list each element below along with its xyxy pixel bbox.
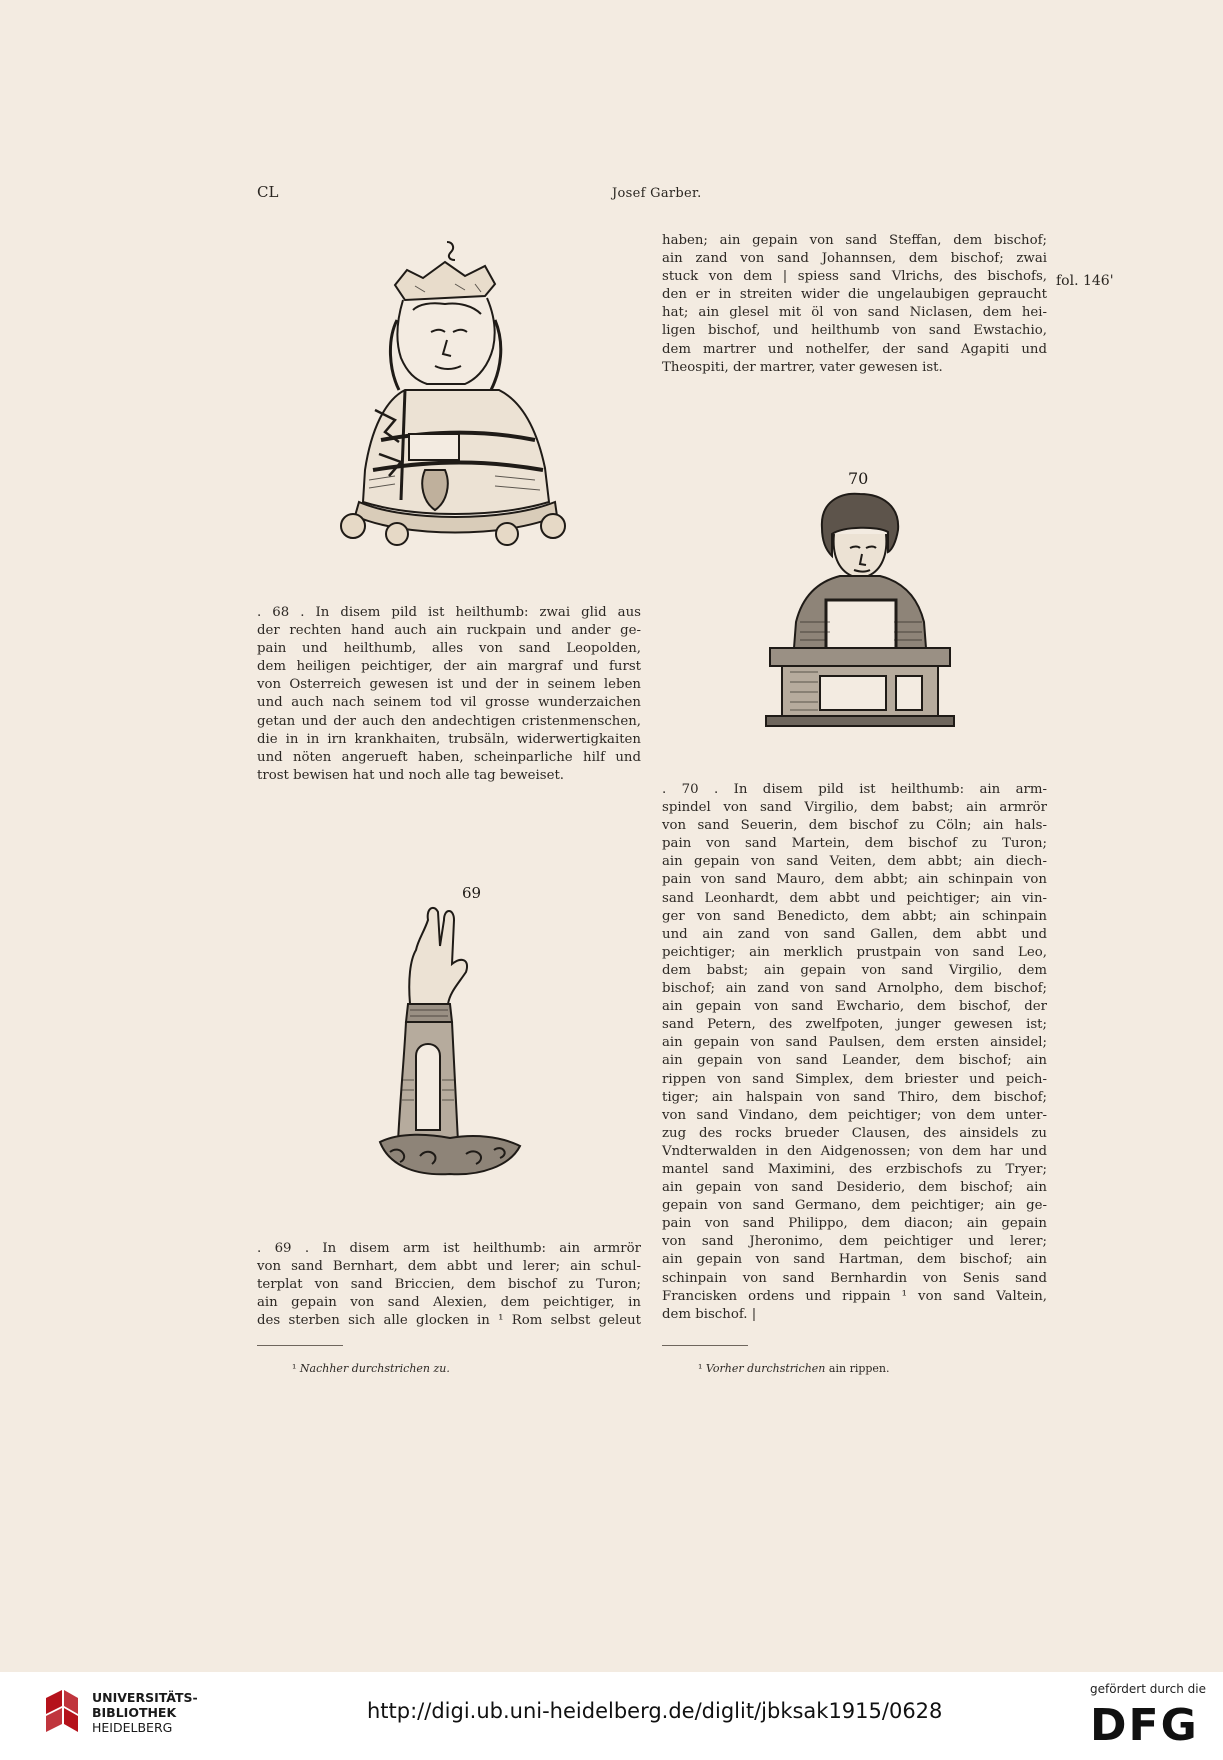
page-number: CL xyxy=(257,183,279,201)
text-line: ain gepain von sand Leander, dem bischof; ain xyxy=(662,1053,1047,1069)
ub-line-1: UNIVERSITÄTS- xyxy=(92,1690,198,1705)
text-line: spindel von sand Virgilio, dem babst; ain armrör xyxy=(662,800,1047,816)
text-line: getan und der auch den andechtigen cristenmenschen, xyxy=(257,713,641,729)
text-line: Vndterwalden in den Aidgenossen; von dem har und xyxy=(662,1143,1047,1159)
text-line: dem heiligen peichtiger, der ain margraf und furst xyxy=(257,659,641,675)
footnote-marker: ¹ xyxy=(698,1362,703,1375)
text-line: ain gepain von sand Veiten, dem abbt; ain diech- xyxy=(662,854,1047,870)
text-line: der rechten hand auch ain ruckpain und ander ge- xyxy=(257,623,641,639)
paragraph-70 xyxy=(662,781,1047,1324)
text-line: trost bewisen hat und noch alle tag beweiset. xyxy=(257,767,565,783)
text-line: und ain zand von sand Gallen, dem abbt und xyxy=(662,926,1047,942)
text-line: terplat von sand Briccien, dem bischof zu Turon; xyxy=(257,1277,641,1293)
text-line: mantel sand Maximini, des erzbischofs zu Tryer; xyxy=(662,1161,1047,1177)
text-line: sand Leonhardt, dem abbt und peichtiger; ain vin- xyxy=(662,890,1047,906)
text-line: sand Petern, des zwelfpoten, junger gewesen ist; xyxy=(662,1017,1047,1033)
text-line: den er in streiten wider die ungelaubigen gepraucht xyxy=(662,287,1047,303)
sponsor-label: gefördert durch die xyxy=(1090,1682,1206,1696)
text-line: pain von sand Mauro, dem abbt; ain schinpain von xyxy=(662,872,1047,888)
paragraph-69 xyxy=(257,1240,641,1330)
footnote-italic-text: Vorher durchstrichen xyxy=(705,1362,826,1375)
margin-folio-note: fol. 146' xyxy=(1056,273,1114,289)
text-line: ger von sand Benedicto, dem abbt; ain schinpain xyxy=(662,908,1047,924)
illustration-fig69-arm xyxy=(370,880,530,1190)
text-line: von sand Jheronimo, dem peichtiger und lerer; xyxy=(662,1234,1047,1250)
ub-heidelberg-wordmark xyxy=(92,1690,198,1735)
text-line: ain gepain von sand Ewchario, dem bischof, der xyxy=(662,999,1047,1015)
text-line: hat; ain glesel mit öl von sand Niclasen, dem hei- xyxy=(662,305,1047,321)
text-line: Francisken ordens und rippain ¹ von sand Valtein, xyxy=(662,1288,1047,1304)
text-line: . 69 . In disem arm ist heilthumb: ain armrör xyxy=(257,1241,641,1256)
ub-line-3: HEIDELBERG xyxy=(92,1720,173,1735)
paragraph-68 xyxy=(257,604,641,785)
text-line: bischof; ain zand von sand Arnolpho, dem bischof; xyxy=(662,981,1047,997)
footnote-text: Nachher durchstrichen zu. xyxy=(299,1362,450,1375)
text-line: ain zand von sand Johannsen, dem bischof; zwai xyxy=(662,251,1047,267)
text-line: die in in irn krankhaiten, trubsäln, widerwertigkaiten xyxy=(257,731,641,747)
text-line: dem babst; ain gepain von sand Virgilio, dem xyxy=(662,962,1047,978)
text-line: zug des rocks brueder Clausen, des ainsidels zu xyxy=(662,1125,1047,1141)
running-header-author: Josef Garber. xyxy=(612,186,702,201)
text-line: peichtiger; ain merklich prustpain von sand Leo, xyxy=(662,944,1047,960)
text-line: ain gepain von sand Alexien, dem peichtiger, in xyxy=(257,1295,641,1311)
text-line: von sand Seuerin, dem bischof zu Cöln; ain hals- xyxy=(662,818,1047,834)
text-line: von Osterreich gewesen ist und der in seinem leben xyxy=(257,677,641,693)
text-line: und auch nach seinem tod vil grosse wunderzaichen xyxy=(257,695,641,711)
text-top-right xyxy=(662,232,1047,377)
ub-line-2: BIBLIOTHEK xyxy=(92,1705,177,1720)
footnote-marker: ¹ xyxy=(292,1362,297,1375)
text-line: schinpain von sand Bernhardin von Senis sand xyxy=(662,1270,1047,1286)
footnote-left xyxy=(292,1362,450,1375)
permalink-url[interactable]: http://digi.ub.uni-heidelberg.de/diglit/jbksak1915/0628 xyxy=(367,1699,943,1723)
text-line: pain von sand Martein, dem bischof zu Turon; xyxy=(662,836,1047,852)
text-line: dem bischof. | xyxy=(662,1306,757,1322)
text-line: tiger; ain halspain von sand Thiro, dem bischof; xyxy=(662,1089,1047,1105)
footnote-rule-right xyxy=(662,1345,748,1346)
text-line: rippen von sand Simplex, dem briester und peich- xyxy=(662,1071,1047,1087)
text-line: Theospiti, der martrer, vater gewesen ist. xyxy=(662,359,943,375)
text-line: ligen bischof, und heilthumb von sand Ewstachio, xyxy=(662,323,1047,339)
fig69-number: 69 xyxy=(462,884,482,902)
text-line: von sand Vindano, dem peichtiger; von dem unter- xyxy=(662,1107,1047,1123)
text-line: des sterben sich alle glocken in ¹ Rom selbst geleut xyxy=(257,1313,641,1329)
text-line: stuck von dem | spiess sand Vlrichs, des bischofs, xyxy=(662,269,1047,285)
text-line: . 70 . In disem pild ist heilthumb: ain arm- xyxy=(662,782,1047,797)
ub-heidelberg-logo-icon xyxy=(42,1688,82,1740)
text-line: . 68 . In disem pild ist heilthumb: zwai glid aus xyxy=(257,605,641,620)
text-line: gepain von sand Germano, dem peichtiger; ain ge- xyxy=(662,1198,1047,1214)
text-line: und nöten angerueft haben, scheinparliche hilf und xyxy=(257,749,641,765)
text-line: pain und heilthumb, alles von sand Leopolden, xyxy=(257,641,641,657)
illustration-fig68-bust xyxy=(335,240,575,550)
text-line: ain gepain von sand Paulsen, dem ersten ainsidel; xyxy=(662,1035,1047,1051)
footnote-right xyxy=(698,1362,890,1375)
fig70-number: 70 xyxy=(848,472,869,488)
text-line: ain gepain von sand Desiderio, dem bischof; ain xyxy=(662,1180,1047,1196)
footnote-rule-left xyxy=(257,1345,343,1346)
text-line: haben; ain gepain von sand Steffan, dem bischof; xyxy=(662,233,1047,248)
footnote-rest-text: ain rippen. xyxy=(828,1362,890,1375)
illustration-fig70-monk xyxy=(760,472,960,732)
text-line: ain gepain von sand Hartman, dem bischof; ain xyxy=(662,1252,1047,1268)
text-line: dem martrer und nothelfer, der sand Agapiti und xyxy=(662,341,1047,357)
text-line: von sand Bernhart, dem abbt und lerer; ain schul- xyxy=(257,1259,641,1275)
dfg-logo: DFG xyxy=(1090,1700,1199,1751)
text-line: pain von sand Philippo, dem diacon; ain gepain xyxy=(662,1216,1047,1232)
